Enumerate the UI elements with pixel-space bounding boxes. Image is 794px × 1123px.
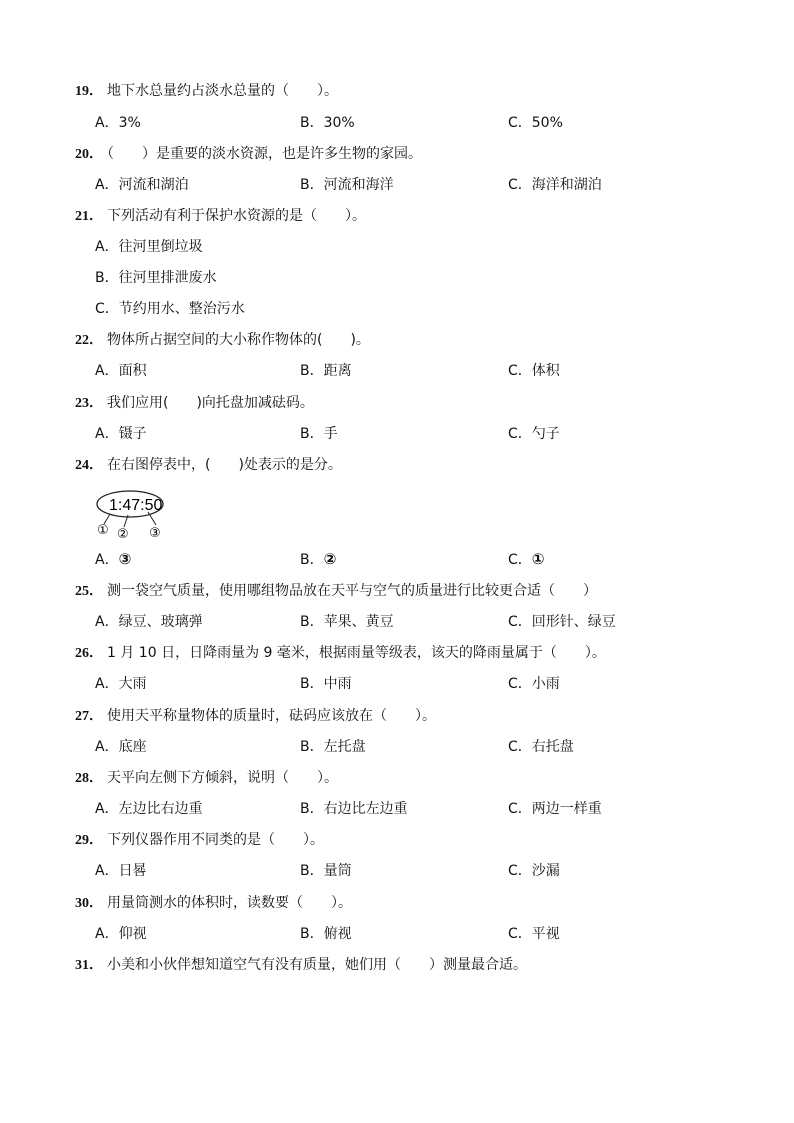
question-26: 26． 1 月 10 日，日降雨量为 9 毫米，根据雨量等级表，该天的降雨量属于（ ）。 [75, 645, 606, 661]
question-22: 22． 物体所占据空间的大小称作物体的( )。 [75, 332, 370, 348]
option-c[interactable]: C．海洋和湖泊 [508, 177, 602, 193]
option-b[interactable]: B．② [300, 550, 337, 568]
option-c[interactable]: C．小雨 [508, 676, 560, 692]
question-text: 物体所占据空间的大小称作物体的( )。 [107, 332, 370, 348]
option-c[interactable]: C．50% [508, 115, 563, 131]
question-text: 使用天平称量物体的质量时，砝码应该放在（ ）。 [107, 708, 436, 724]
option-a[interactable]: A．往河里倒垃圾 [95, 239, 203, 255]
option-c[interactable]: C．回形针、绿豆 [508, 614, 616, 630]
question-text: 在右图停表中，( )处表示的是分。 [107, 457, 342, 473]
option-c[interactable]: C．勺子 [508, 426, 560, 442]
option-b[interactable]: B．俯视 [300, 926, 352, 942]
option-c[interactable]: C．两边一样重 [508, 801, 602, 817]
circled-number: ② [323, 550, 337, 568]
question-text: 下列活动有利于保护水资源的是（ ）。 [107, 208, 366, 224]
question-19: 19． 地下水总量约占淡水总量的（ ）。 [75, 83, 338, 99]
option-a[interactable]: A．日晷 [95, 863, 147, 879]
label-3: ③ [149, 526, 161, 541]
question-29: 29． 下列仪器作用不同类的是（ ）。 [75, 832, 324, 848]
question-25: 25． 测一袋空气质量，使用哪组物品放在天平与空气的质量进行比较更合适（ ） [75, 583, 597, 599]
option-b[interactable]: B．30% [300, 115, 355, 131]
option-b[interactable]: B．河流和海洋 [300, 177, 394, 193]
option-b[interactable]: B．右边比左边重 [300, 801, 408, 817]
question-text: 地下水总量约占淡水总量的（ ）。 [107, 83, 338, 99]
option-a[interactable]: A．左边比右边重 [95, 801, 203, 817]
question-23: 23． 我们应用( )向托盘加减砝码。 [75, 395, 314, 411]
option-a[interactable]: A．镊子 [95, 426, 147, 442]
circled-number: ③ [118, 550, 132, 568]
option-b[interactable]: B．往河里排泄废水 [95, 270, 217, 286]
question-text: 天平向左侧下方倾斜，说明（ ）。 [107, 770, 338, 786]
question-28: 28． 天平向左侧下方倾斜，说明（ ）。 [75, 770, 338, 786]
option-b[interactable]: B．手 [300, 426, 338, 442]
option-c[interactable]: C．平视 [508, 926, 560, 942]
option-c[interactable]: C．沙漏 [508, 863, 560, 879]
option-a[interactable]: A．③ [95, 550, 132, 568]
option-c[interactable]: C．节约用水、整治污水 [95, 301, 245, 317]
question-31: 31． 小美和小伙伴想知道空气有没有质量，她们用（ ）测量最合适。 [75, 957, 527, 973]
option-a[interactable]: A．大雨 [95, 676, 147, 692]
option-c[interactable]: C．右托盘 [508, 739, 574, 755]
option-a[interactable]: A．河流和湖泊 [95, 177, 189, 193]
question-text: 测一袋空气质量，使用哪组物品放在天平与空气的质量进行比较更合适（ ） [107, 583, 597, 599]
question-27: 27． 使用天平称量物体的质量时，砝码应该放在（ ）。 [75, 708, 436, 724]
question-text: 用量筒测水的体积时，读数要（ ）。 [107, 895, 352, 911]
question-21: 21． 下列活动有利于保护水资源的是（ ）。 [75, 208, 366, 224]
question-text: 1 月 10 日，日降雨量为 9 毫米，根据雨量等级表，该天的降雨量属于（ ）。 [107, 645, 606, 661]
option-a[interactable]: A．绿豆、玻璃弹 [95, 614, 203, 630]
stopwatch-reading: 1:47:50 [109, 497, 163, 514]
option-a[interactable]: A．面积 [95, 363, 147, 379]
question-text: （ ）是重要的淡水资源，也是许多生物的家园。 [107, 146, 422, 162]
option-b[interactable]: B．左托盘 [300, 739, 366, 755]
label-2: ② [117, 527, 129, 542]
question-text: 小美和小伙伴想知道空气有没有质量，她们用（ ）测量最合适。 [107, 957, 527, 973]
option-a[interactable]: A．3% [95, 115, 141, 131]
option-b[interactable]: B．量筒 [300, 863, 352, 879]
option-a[interactable]: A．底座 [95, 739, 147, 755]
option-c[interactable]: C．体积 [508, 363, 560, 379]
question-30: 30． 用量筒测水的体积时，读数要（ ）。 [75, 895, 352, 911]
question-text: 下列仪器作用不同类的是（ ）。 [107, 832, 324, 848]
stopwatch-display-image [92, 484, 172, 542]
option-b[interactable]: B．苹果、黄豆 [300, 614, 394, 630]
option-b[interactable]: B．中雨 [300, 676, 352, 692]
question-24: 24． 在右图停表中，( )处表示的是分。 [75, 457, 342, 473]
option-c[interactable]: C．① [508, 550, 545, 568]
stopwatch-figure [92, 484, 172, 546]
question-20: 20． （ ）是重要的淡水资源，也是许多生物的家园。 [75, 146, 422, 162]
question-text: 我们应用( )向托盘加减砝码。 [107, 395, 314, 411]
option-a[interactable]: A．仰视 [95, 926, 147, 942]
option-b[interactable]: B．距离 [300, 363, 352, 379]
circled-number: ① [531, 550, 545, 568]
label-1: ① [97, 523, 109, 538]
